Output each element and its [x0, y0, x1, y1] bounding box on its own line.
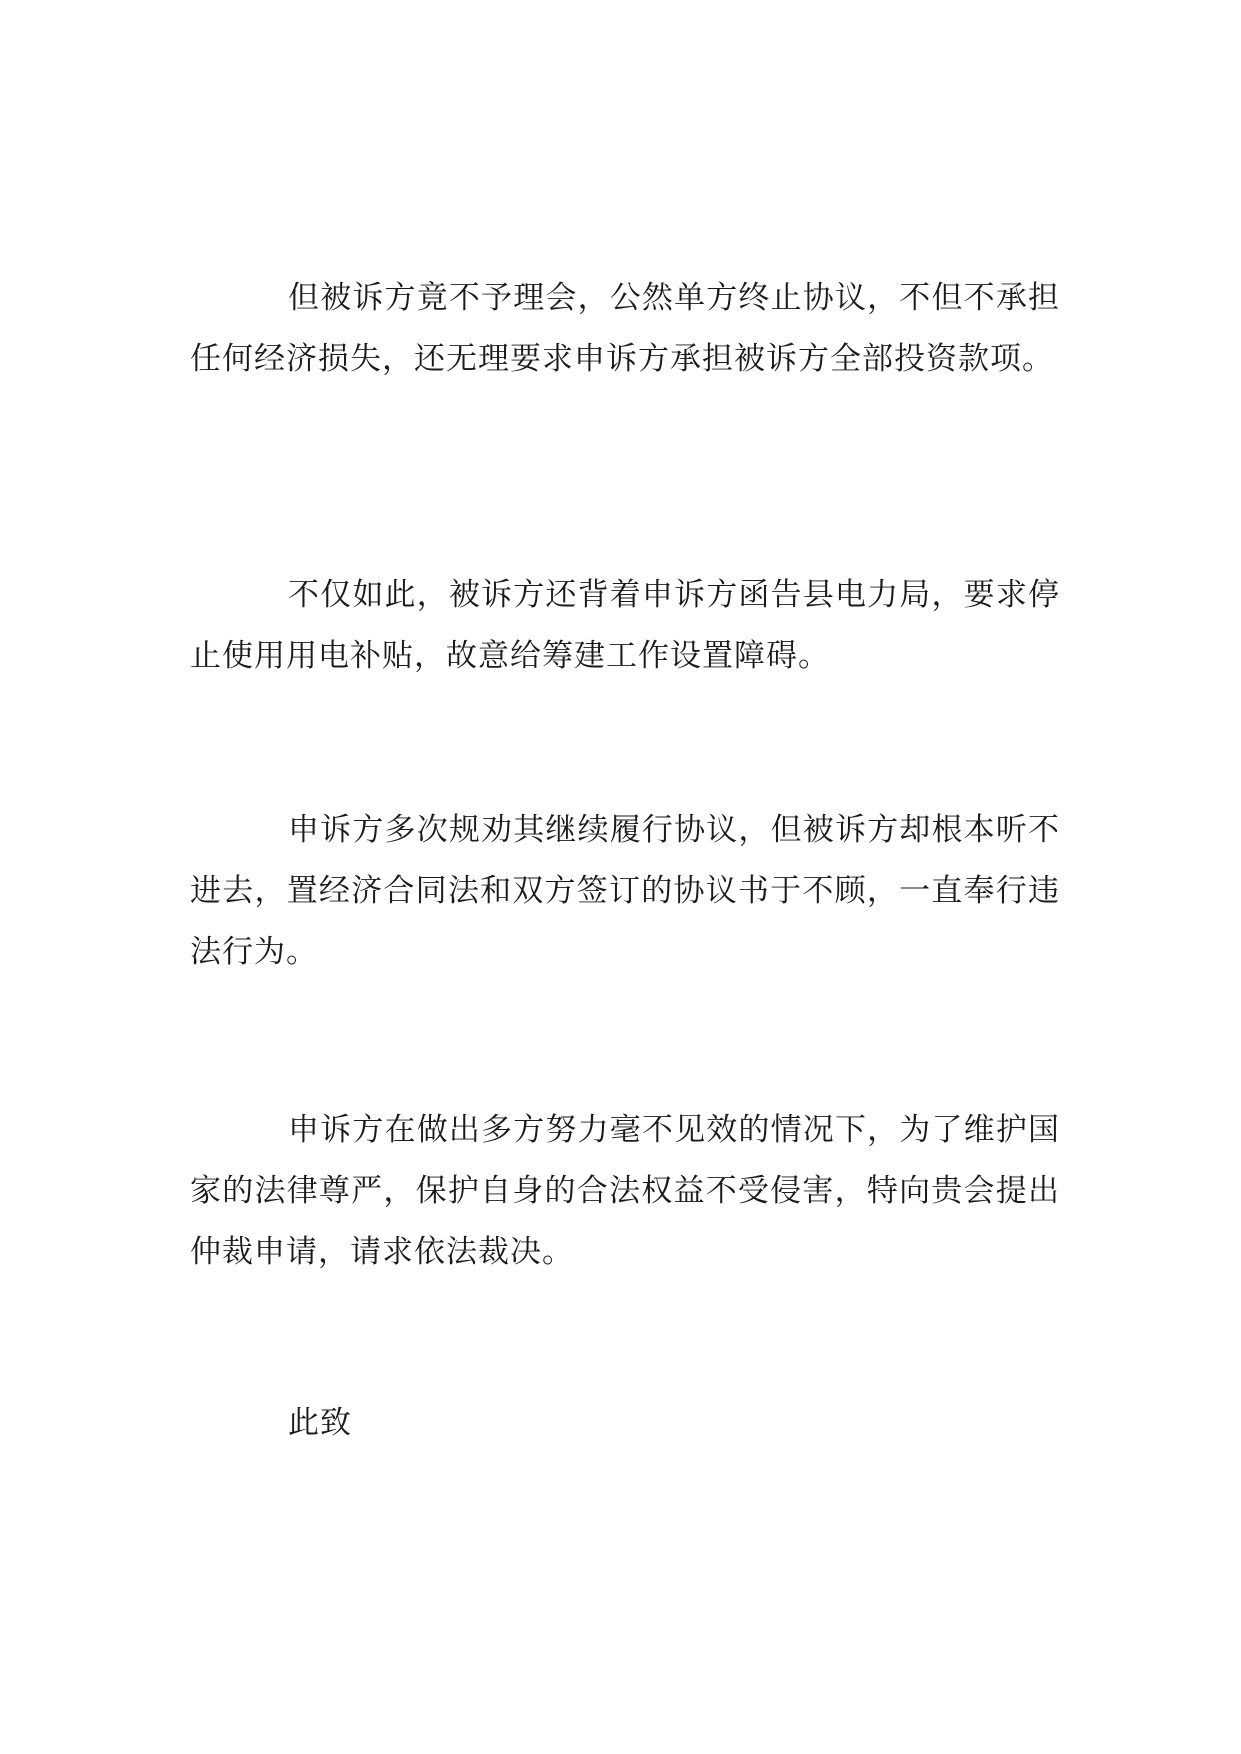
- body-paragraph: 不仅如此，被诉方还背着申诉方函告县电力局，要求停止使用用电补贴，故意给筹建工作设置障碍。: [190, 577, 1060, 674]
- body-paragraph: 申诉方多次规劝其继续履行协议，但被诉方却根本听不进去，置经济合同法和双方签订的协议书于不顾，一直奉行违法行为。: [190, 812, 1060, 970]
- body-paragraph: 申诉方在做出多方努力毫不见效的情况下，为了维护国家的法律尊严，保护自身的合法权益不受侵害，特向贵会提出仲裁申请，请求依法裁决。: [190, 1112, 1060, 1270]
- body-paragraph: 但被诉方竟不予理会，公然单方终止协议，不但不承担任何经济损失，还无理要求申诉方承担被诉方全部投资款项。: [190, 280, 1060, 377]
- closing-salutation: 此致: [288, 1405, 352, 1441]
